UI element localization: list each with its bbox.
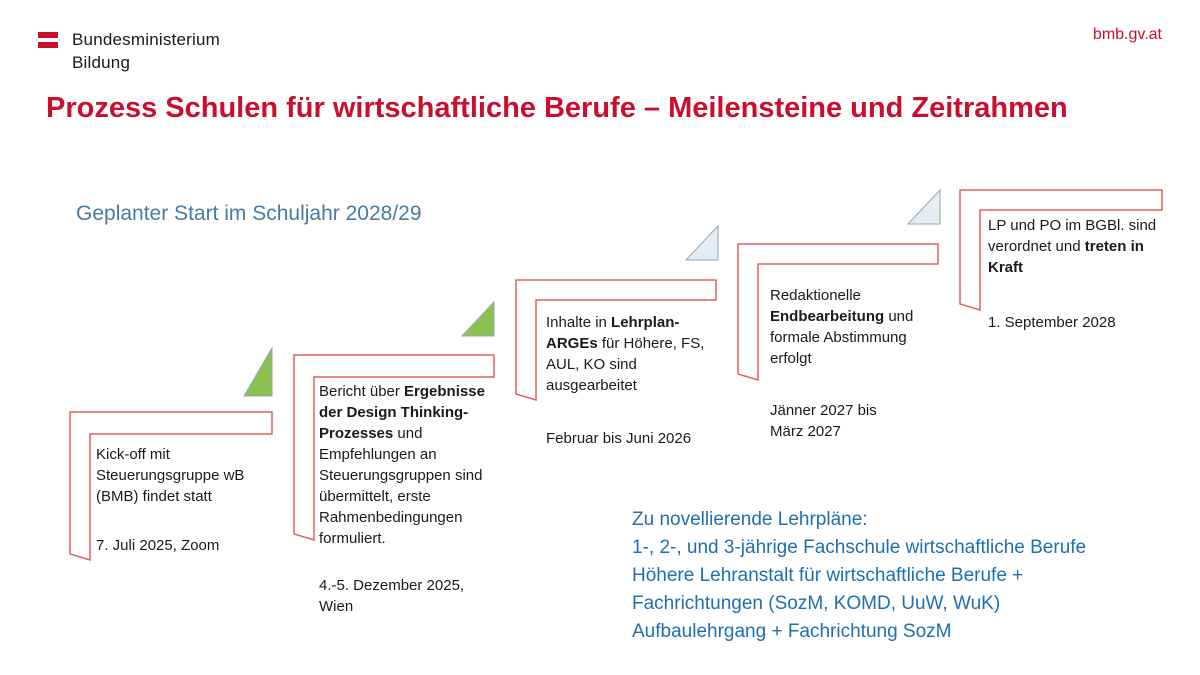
curriculum-info <box>632 506 1086 646</box>
step-2-text-part-2: Ergebnisse der Design Thinking-Prozesses <box>319 383 485 442</box>
step-4-text-part-2: Endbearbeitung <box>770 308 885 325</box>
logo-line-2: Bildung <box>72 53 131 72</box>
info-line-3: Fachrichtungen (SozM, KOMD, UuW, WuK) <box>632 593 1001 614</box>
step-2-text <box>319 381 497 549</box>
step-5-date: 1. September 2028 <box>988 314 1116 331</box>
info-line-4: Aufbaulehrgang + Fachrichtung SozM <box>632 621 952 642</box>
step-3-arrow-icon <box>686 226 718 260</box>
step-1-text-part-1: Kick-off mit Steuerungsgruppe wB (BMB) findet statt <box>96 446 245 505</box>
step-1-arrow-icon <box>244 348 272 396</box>
logo-line-1: Bundesministerium <box>72 30 220 49</box>
page-title: Prozess Schulen für wirtschaftliche Berufe – Meilensteine und Zeitrahmen <box>46 92 1068 124</box>
info-heading: Zu novellierende Lehrpläne: <box>632 509 868 530</box>
step-3-date: Februar bis Juni 2026 <box>546 430 692 447</box>
step-3-text-part-3: für Höhere, FS, AUL, KO sind ausgearbeitet <box>546 335 705 394</box>
step-5-text-part-2: treten in Kraft <box>988 238 1144 276</box>
subtitle: Geplanter Start im Schuljahr 2028/29 <box>76 202 422 225</box>
step-5-text <box>988 215 1158 278</box>
step-4-text <box>770 285 940 369</box>
site-link[interactable]: bmb.gv.at <box>1092 26 1162 43</box>
step-3-text <box>546 312 721 396</box>
step-2-date: 4.-5. Dezember 2025, Wien <box>319 577 465 615</box>
info-line-2: Höhere Lehranstalt für wirtschaftliche Berufe + <box>632 565 1024 586</box>
step-4-text-part-3: und formale Abstimmung erfolgt <box>770 308 914 367</box>
info-line-1: 1-, 2-, und 3-jährige Fachschule wirtschaftliche Berufe <box>632 537 1087 558</box>
step-4-date: Jänner 2027 bis März 2027 <box>770 402 877 440</box>
step-2-arrow-icon <box>462 302 494 336</box>
step-4-text-part-1: Redaktionelle <box>770 287 861 304</box>
step-3-text-part-1: Inhalte in <box>546 314 612 331</box>
step-5-text-part-1: LP und PO im BGBl. sind verordnet und <box>988 217 1157 255</box>
step-1-date: 7. Juli 2025, Zoom <box>96 537 220 554</box>
step-2-text-part-1: Bericht über <box>319 383 405 400</box>
step-2-text-part-3: und Empfehlungen an Steuerungsgruppen sind übermittelt, erste Rahmenbedingungen formuliert. <box>319 425 483 547</box>
step-4-arrow-icon <box>908 190 940 224</box>
step-1-text <box>96 444 266 507</box>
step-3-text-part-2: Lehrplan-ARGEs <box>546 314 680 352</box>
